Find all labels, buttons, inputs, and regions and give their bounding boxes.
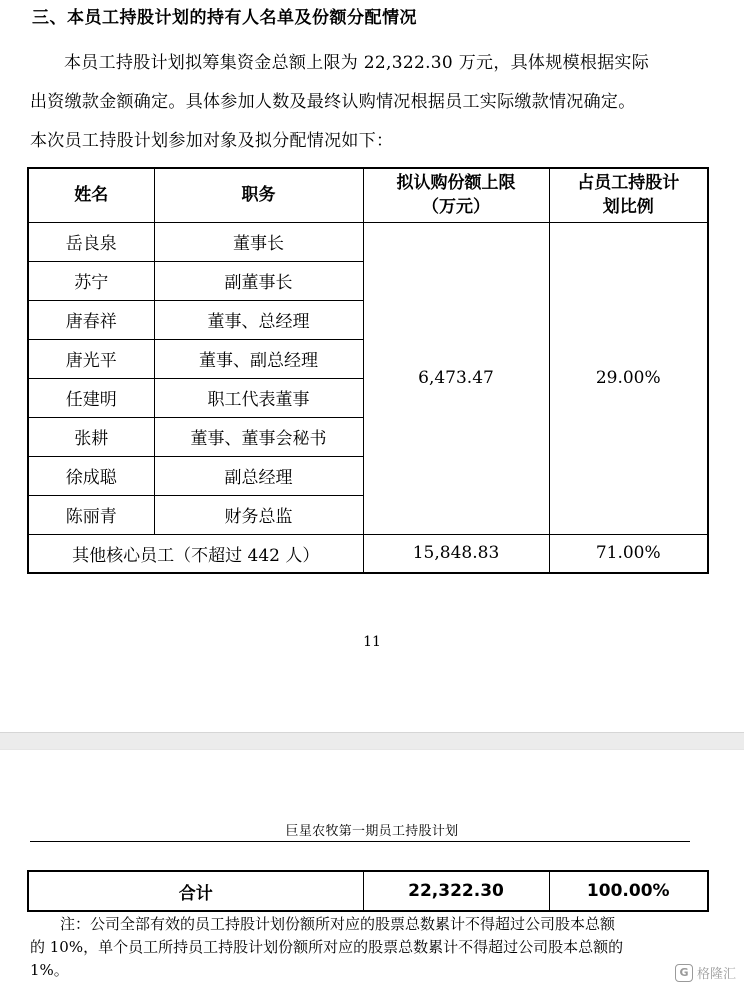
watermark — [675, 963, 736, 982]
holder-name: 徐成聪 — [28, 456, 154, 495]
footnote-line-3: 1%。 — [30, 961, 69, 979]
total-table — [27, 870, 709, 912]
header-name: 姓名 — [28, 168, 154, 222]
holder-position: 董事长 — [154, 222, 363, 261]
intro-line-3: 本次员工持股计划参加对象及拟分配情况如下： — [30, 131, 394, 151]
total-label: 合计 — [28, 871, 363, 911]
others-label: 其他核心员工（不超过 442 人） — [28, 534, 363, 573]
holder-position: 副董事长 — [154, 261, 363, 300]
header-amount-line2: （万元） — [422, 197, 490, 218]
section-heading: 三、本员工持股计划的持有人名单及份额分配情况 — [32, 8, 417, 28]
header-rule — [30, 841, 690, 842]
others-ratio: 71.00% — [549, 534, 708, 573]
intro-line-1: 本员工持股计划拟筹集资金总额上限为 22,322.30 万元，具体规模根据实际 — [64, 53, 650, 73]
holder-position: 董事、董事会秘书 — [154, 417, 363, 456]
holder-name: 唐春祥 — [28, 300, 154, 339]
intro-paragraph — [30, 44, 726, 161]
total-amount: 22,322.30 — [363, 871, 549, 911]
footnote-line-2: 的 10%，单个员工所持员工持股计划份额所对应的股票总数累计不得超过公司股本总额的 — [30, 938, 624, 956]
header-position: 职务 — [154, 168, 363, 222]
holder-name: 任建明 — [28, 378, 154, 417]
footnote-line-1: 注：公司全部有效的员工持股计划份额所对应的股票总数累计不得超过公司股本总额 — [60, 915, 616, 933]
holder-position: 副总经理 — [154, 456, 363, 495]
holder-name: 岳良泉 — [28, 222, 154, 261]
header-amount-line1: 拟认购份额上限 — [396, 173, 516, 194]
holder-position: 董事、副总经理 — [154, 339, 363, 378]
header-ratio-line2: 划比例 — [602, 197, 654, 218]
group-ratio: 29.00% — [549, 222, 708, 534]
header-ratio — [549, 168, 708, 222]
holder-name: 陈丽青 — [28, 495, 154, 534]
others-row — [28, 534, 708, 573]
others-amount: 15,848.83 — [363, 534, 549, 573]
running-header: 巨星农牧第一期员工持股计划 — [285, 824, 459, 839]
total-row — [28, 871, 708, 911]
holder-name: 唐光平 — [28, 339, 154, 378]
footnote — [30, 913, 726, 982]
holder-position: 董事、总经理 — [154, 300, 363, 339]
page-separator — [0, 732, 744, 750]
holder-name: 苏宁 — [28, 261, 154, 300]
allocation-table — [27, 167, 709, 574]
holder-position: 财务总监 — [154, 495, 363, 534]
header-ratio-line1: 占员工持股计 — [577, 173, 680, 194]
holder-position: 职工代表董事 — [154, 378, 363, 417]
watermark-text: 格隆汇 — [696, 967, 736, 982]
group-amount: 6,473.47 — [363, 222, 549, 534]
holder-name: 张耕 — [28, 417, 154, 456]
watermark-logo-icon: G — [675, 964, 693, 982]
intro-line-2: 出资缴款金额确定。具体参加人数及最终认购情况根据员工实际缴款情况确定。 — [30, 92, 636, 112]
header-amount — [363, 168, 549, 222]
table-row — [28, 222, 708, 261]
page-number: 11 — [363, 634, 381, 650]
total-ratio: 100.00% — [549, 871, 708, 911]
table-header-row — [28, 168, 708, 222]
